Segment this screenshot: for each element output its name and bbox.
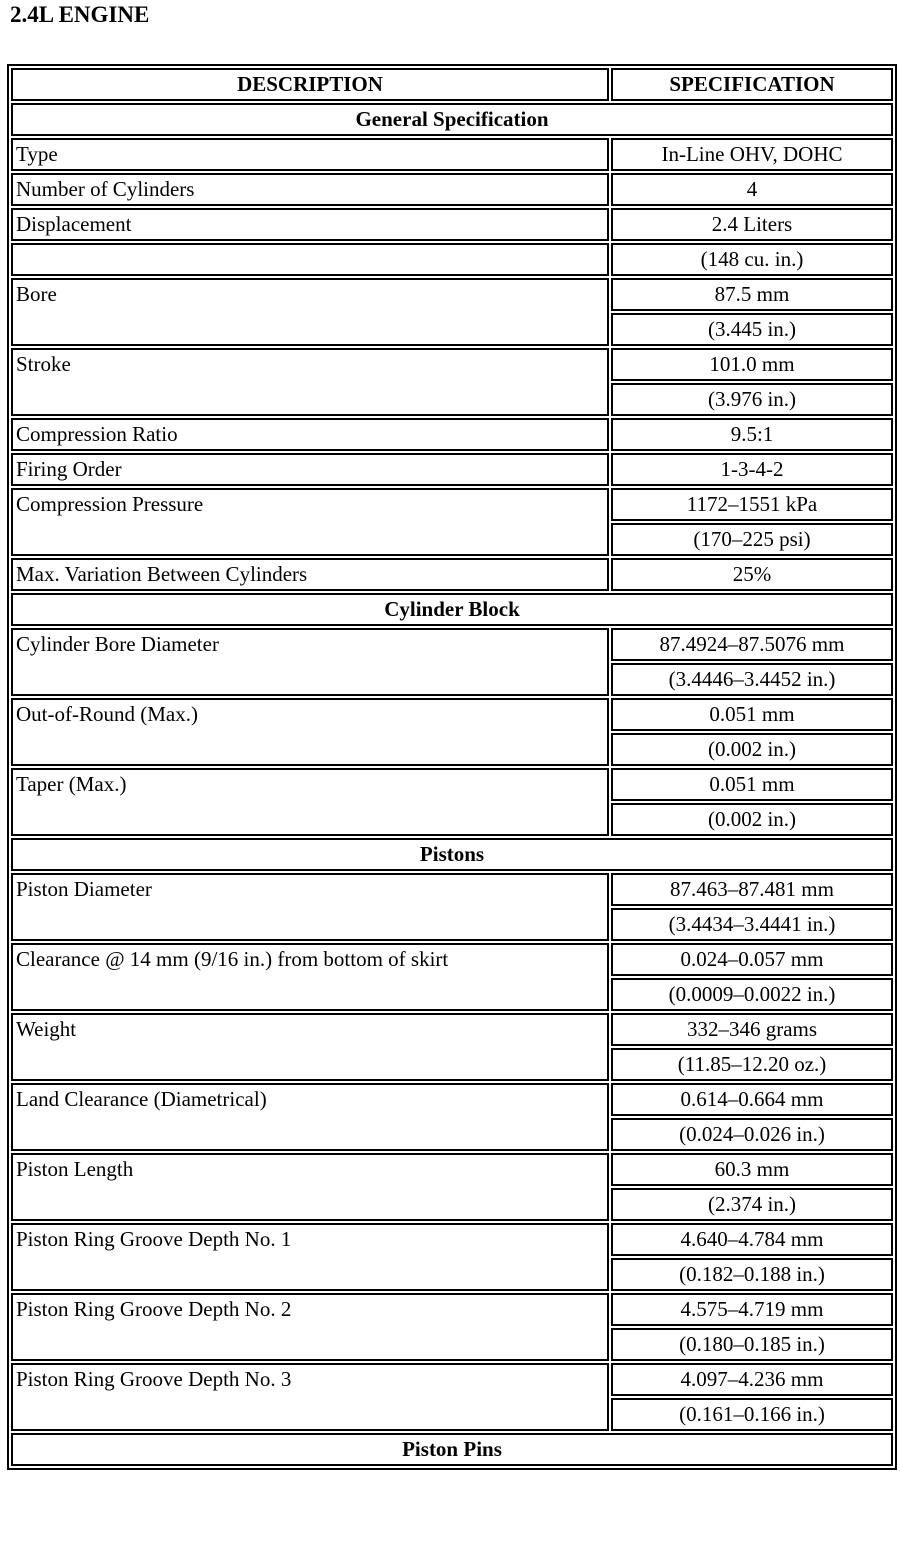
table-row — [11, 1363, 893, 1396]
description-cell: Land Clearance (Diametrical) — [11, 1083, 609, 1151]
section-heading: Pistons — [11, 838, 893, 871]
description-cell: Firing Order — [11, 453, 609, 486]
specification-cell: 0.614–0.664 mm — [611, 1083, 893, 1116]
section-row — [11, 838, 893, 871]
specification-cell: 4.575–4.719 mm — [611, 1293, 893, 1326]
header-row — [11, 68, 893, 101]
specification-cell: 9.5:1 — [611, 418, 893, 451]
specification-cell: 4.640–4.784 mm — [611, 1223, 893, 1256]
description-cell: Number of Cylinders — [11, 173, 609, 206]
spec-table — [7, 64, 897, 1470]
description-cell: Clearance @ 14 mm (9/16 in.) from bottom of skirt — [11, 943, 609, 1011]
spec-table-body — [11, 103, 893, 1466]
table-row — [11, 558, 893, 591]
table-row — [11, 348, 893, 381]
table-row — [11, 768, 893, 801]
specification-cell: (0.0009–0.0022 in.) — [611, 978, 893, 1011]
specification-cell: 87.5 mm — [611, 278, 893, 311]
specification-cell: 60.3 mm — [611, 1153, 893, 1186]
specification-cell: In-Line OHV, DOHC — [611, 138, 893, 171]
section-heading: General Specification — [11, 103, 893, 136]
header-specification: SPECIFICATION — [611, 68, 893, 101]
description-cell: Displacement — [11, 208, 609, 241]
description-cell: Piston Length — [11, 1153, 609, 1221]
table-row — [11, 418, 893, 451]
description-cell: Weight — [11, 1013, 609, 1081]
specification-cell: (0.002 in.) — [611, 803, 893, 836]
page-title: 2.4L ENGINE — [10, 2, 150, 27]
specification-cell: (2.374 in.) — [611, 1188, 893, 1221]
specification-cell: (3.4434–3.4441 in.) — [611, 908, 893, 941]
specification-cell: (0.182–0.188 in.) — [611, 1258, 893, 1291]
description-cell: Compression Pressure — [11, 488, 609, 556]
table-row — [11, 488, 893, 521]
description-cell: Max. Variation Between Cylinders — [11, 558, 609, 591]
specification-cell: 101.0 mm — [611, 348, 893, 381]
table-row — [11, 1013, 893, 1046]
specification-cell: (11.85–12.20 oz.) — [611, 1048, 893, 1081]
specification-cell: 1172–1551 kPa — [611, 488, 893, 521]
specification-cell: (0.002 in.) — [611, 733, 893, 766]
specification-cell: (148 cu. in.) — [611, 243, 893, 276]
specification-cell: 332–346 grams — [611, 1013, 893, 1046]
section-heading: Piston Pins — [11, 1433, 893, 1466]
description-cell: Piston Diameter — [11, 873, 609, 941]
table-row — [11, 1223, 893, 1256]
table-row — [11, 1153, 893, 1186]
specification-cell: (0.161–0.166 in.) — [611, 1398, 893, 1431]
header-description: DESCRIPTION — [11, 68, 609, 101]
specification-cell: 1-3-4-2 — [611, 453, 893, 486]
specification-cell: (0.024–0.026 in.) — [611, 1118, 893, 1151]
description-cell: Out-of-Round (Max.) — [11, 698, 609, 766]
description-cell: Type — [11, 138, 609, 171]
specification-cell: (3.976 in.) — [611, 383, 893, 416]
specification-cell: 87.4924–87.5076 mm — [611, 628, 893, 661]
section-heading: Cylinder Block — [11, 593, 893, 626]
specification-cell: (3.4446–3.4452 in.) — [611, 663, 893, 696]
description-cell — [11, 243, 609, 276]
table-row — [11, 698, 893, 731]
table-row — [11, 138, 893, 171]
specification-cell: 87.463–87.481 mm — [611, 873, 893, 906]
description-cell: Taper (Max.) — [11, 768, 609, 836]
specification-cell: (0.180–0.185 in.) — [611, 1328, 893, 1361]
table-row — [11, 943, 893, 976]
table-row — [11, 173, 893, 206]
specification-cell: 2.4 Liters — [611, 208, 893, 241]
specification-cell: 4 — [611, 173, 893, 206]
description-cell: Piston Ring Groove Depth No. 3 — [11, 1363, 609, 1431]
section-row — [11, 1433, 893, 1466]
description-cell: Cylinder Bore Diameter — [11, 628, 609, 696]
specification-cell: 25% — [611, 558, 893, 591]
table-row — [11, 873, 893, 906]
specification-cell: 0.024–0.057 mm — [611, 943, 893, 976]
table-row — [11, 453, 893, 486]
description-cell: Stroke — [11, 348, 609, 416]
description-cell: Bore — [11, 278, 609, 346]
description-cell: Piston Ring Groove Depth No. 1 — [11, 1223, 609, 1291]
description-cell: Compression Ratio — [11, 418, 609, 451]
description-cell: Piston Ring Groove Depth No. 2 — [11, 1293, 609, 1361]
specification-cell: (170–225 psi) — [611, 523, 893, 556]
specification-cell: 0.051 mm — [611, 768, 893, 801]
table-row — [11, 1083, 893, 1116]
section-row — [11, 593, 893, 626]
section-row — [11, 103, 893, 136]
table-row — [11, 243, 893, 276]
table-row — [11, 628, 893, 661]
specification-cell: 0.051 mm — [611, 698, 893, 731]
table-row — [11, 1293, 893, 1326]
specification-cell: 4.097–4.236 mm — [611, 1363, 893, 1396]
table-row — [11, 208, 893, 241]
specification-cell: (3.445 in.) — [611, 313, 893, 346]
table-row — [11, 278, 893, 311]
